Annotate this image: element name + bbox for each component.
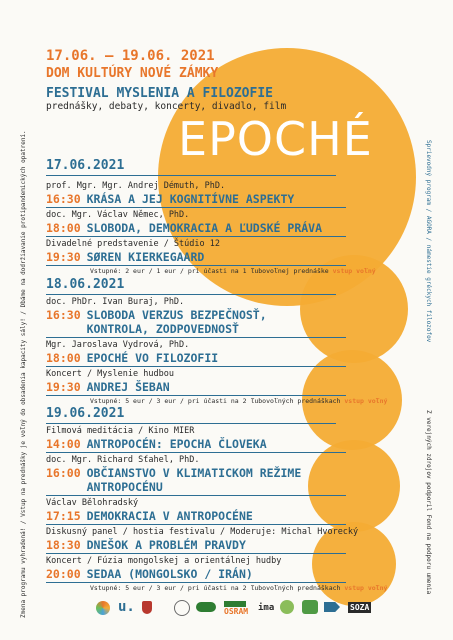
day3-talk5: 20:00 SEDAA (MONGOLSKO / IRÁN) — [46, 567, 253, 581]
day2-entry: Vstupné: 5 eur / 3 eur / pri účasti na 2 ľubovoľných prednáškach vstup voľný — [90, 397, 388, 405]
logo-strip — [96, 598, 416, 620]
day1-talk3-rule — [46, 265, 346, 266]
day3-talk2-cont: ANTROPOCÉNU — [86, 480, 163, 494]
day2-talk2-rule — [46, 366, 346, 367]
crest-icon — [142, 601, 152, 614]
day2-line0: doc. PhDr. Ivan Buraj, PhD. — [46, 297, 185, 307]
day3-talk3-rule — [46, 524, 346, 525]
day3-line2: doc. Mgr. Richard Sťahel, PhD. — [46, 455, 200, 465]
day2-date: 18.06.2021 — [46, 277, 125, 292]
day2-talk1-rule — [46, 337, 346, 338]
logo-u: u. — [118, 599, 135, 615]
day1-talk2: 18:00 SLOBODA, DEMOKRACIA A ĽUDSKÉ PRÁVA — [46, 221, 323, 235]
day3-talk4: 18:30 DNEŠOK A PROBLÉM PRAVDY — [46, 538, 246, 552]
day2-line5: Koncert / Myslenie hudbou — [46, 369, 174, 379]
day2-talk2: 18:00 EPOCHÉ VO FILOZOFII — [46, 351, 219, 365]
right-side-note-top: Sprievodný program / AGORA / námestie gréckych filozofov — [425, 140, 432, 343]
logo-ima: ima — [258, 603, 275, 613]
seal-icon — [174, 600, 190, 616]
logo-soza: SOZA — [350, 603, 370, 612]
arrow-logo-icon — [324, 602, 340, 612]
day3-talk2-rule — [46, 495, 346, 496]
day3-line7: Diskusný panel / hostia festivalu / Moderuje: Michal Hvorecký — [46, 527, 359, 537]
day3-line5: Václav Bělohradský — [46, 498, 139, 508]
day3-talk4-rule — [46, 553, 346, 554]
venue: DOM KULTÚRY NOVÉ ZÁMKY — [46, 66, 219, 81]
colorful-logo-icon — [96, 601, 110, 615]
day3-talk3: 17:15 DEMOKRACIA V ANTROPOCÉNE — [46, 509, 253, 523]
day2-talk3: 19:30 ANDREJ ŠEBAN — [46, 380, 170, 394]
day1-line2: doc. Mgr. Václav Němec, PhD. — [46, 210, 190, 220]
day2-talk1-cont: KONTROLA, ZODPOVEDNOSŤ — [86, 322, 239, 336]
circle-4 — [308, 440, 400, 532]
day2-talk1: 16:30 SLOBODA VERZUS BEZPEČNOSŤ, — [46, 308, 267, 322]
day1-line0: prof. Mgr. Mgr. Andrej Démuth, PhD. — [46, 181, 226, 191]
left-side-note: Zmena programu vyhradená! / Vstup na prednášky je voľný do obsadenia kapacity sály! / Dbáme na dodržiavanie protipandemických opatrení. — [20, 130, 27, 618]
day2-rule — [46, 294, 336, 295]
day3-entry: Vstupné: 5 eur / 3 eur / pri účasti na 2 ľubovoľných prednáškach vstup voľný — [90, 584, 388, 592]
day1-rule — [46, 175, 336, 176]
day1-talk2-rule — [46, 236, 346, 237]
day3-line0: Filmová meditácia / Kino MIER — [46, 426, 195, 436]
day2-talk3-rule — [46, 395, 346, 396]
day3-date: 19.06.2021 — [46, 406, 125, 421]
day1-date: 17.06.2021 — [46, 158, 125, 173]
festival-name: FESTIVAL MYSLENIA A FILOZOFIE — [46, 86, 273, 101]
day3-talk2: 16:00 OBČIANSTVO V KLIMATICKOM REŽIME — [46, 466, 302, 480]
day1-entry: Vstupné: 2 eur / 1 eur / pri účasti na 1 ľubovoľnej prednáške vstup voľný — [90, 267, 376, 275]
day1-talk3: 19:30 SØREN KIERKEGAARD — [46, 250, 205, 264]
logo-osram: OSRAM — [224, 607, 249, 616]
day3-line9: Koncert / Fúzia mongolskej a orientálnej hudby — [46, 556, 282, 566]
tree-logo-icon — [280, 600, 294, 614]
day1-talk1: 16:30 KRÁSA A JEJ KOGNITÍVNE ASPEKTY — [46, 192, 295, 206]
festival-dates: 17.06. – 19.06. 2021 — [46, 48, 215, 64]
green-logo-icon — [196, 602, 216, 612]
day3-rule — [46, 423, 336, 424]
right-side-note-bottom: Z verejných zdrojov podporil Fond na podporu umenia — [425, 410, 432, 595]
epoche-logo: EPOCHÉ — [178, 112, 373, 166]
day3-talk5-rule — [46, 582, 346, 583]
day1-talk1-rule — [46, 207, 346, 208]
day3-talk1-rule — [46, 452, 346, 453]
day1-line4: Divadelné predstavenie / Štúdio 12 — [46, 239, 220, 249]
day2-line3: Mgr. Jaroslava Vydrová, PhD. — [46, 340, 190, 350]
festival-subtitle: prednášky, debaty, koncerty, divadlo, film — [46, 101, 287, 112]
day3-talk1: 14:00 ANTROPOCÉN: EPOCHA ČLOVEKA — [46, 437, 267, 451]
green-badge-icon — [302, 600, 318, 614]
